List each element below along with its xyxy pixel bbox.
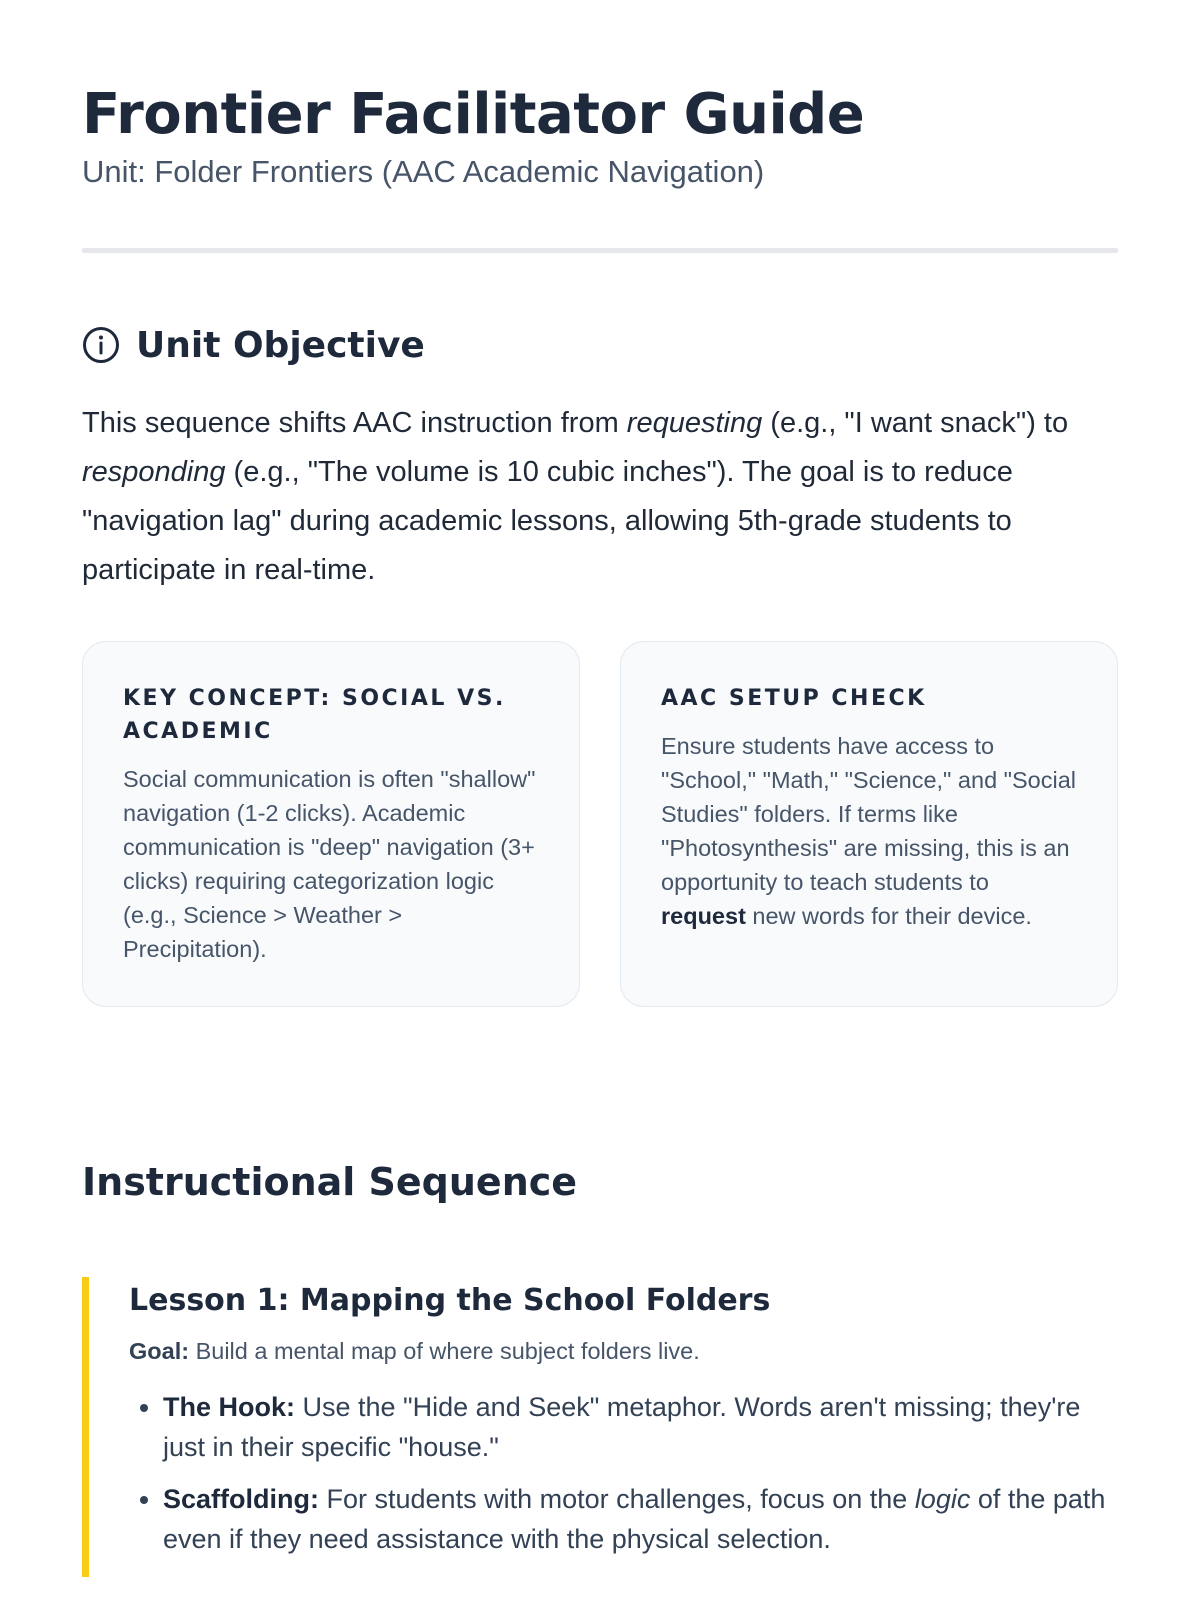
lesson-goal-label: Goal: [129,1338,190,1364]
objective-heading [82,321,1118,369]
objective-emphasis-requesting: requesting [626,407,763,439]
key-concept-card [82,641,580,1007]
objective-text-part: (e.g., "The volume is 10 cubic inches"). The goal is to reduce "navigation lag" during academic lessons, allowing 5th-grade students to participate in real-time. [82,456,1013,586]
aac-setup-text-part: new words for their device. [745,903,1032,929]
point-text: Use the "Hide and Seek" metaphor. Words aren't missing; they're just in their specific "house." [163,1392,1081,1462]
objective-emphasis-responding: responding [82,456,226,488]
aac-setup-text-part: Ensure students have access to "School," "Math," "Science," and "Social Studies" folders. If terms like "Photosynthesis" are missing, this is an opportunity to teach students to [661,733,1077,895]
lesson-title: Lesson 1: Mapping the School Folders [129,1283,771,1318]
info-icon [82,326,120,364]
key-concept-card-title: KEY CONCEPT: SOCIAL VS. ACADEMIC [123,686,506,744]
point-emphasis-logic: logic [914,1484,971,1514]
list-item [163,1387,1118,1467]
objective-paragraph [82,399,1118,595]
aac-setup-card-body [661,729,1077,933]
concept-cards [82,641,1118,1007]
aac-setup-card-title: AAC SETUP CHECK [661,686,927,711]
list-item [163,1479,1118,1559]
point-text: For students with motor challenges, focus on the [319,1484,915,1514]
objective-heading-label: Unit Objective [136,324,425,366]
point-label: The Hook: [163,1392,295,1422]
point-label: Scaffolding: [163,1484,319,1514]
objective-text-part: (e.g., "I want snack") to [762,407,1069,439]
header-divider [82,248,1118,253]
page-subtitle: Unit: Folder Frontiers (AAC Academic Navigation) [82,154,765,189]
lesson-goal-text: Build a mental map of where subject folders live. [189,1338,700,1364]
sequence-heading: Instructional Sequence [82,1160,578,1204]
objective-text-part: This sequence shifts AAC instruction from [82,407,627,439]
lesson-goal [129,1335,1118,1367]
key-concept-card-body: Social communication is often "shallow" navigation (1-2 clicks). Academic communication is "deep" navigation (3+ clicks) requiring categorization logic (e.g., Science > Weather > Precipitation). [123,766,536,962]
aac-setup-card [620,641,1118,1007]
lesson-points [129,1387,1118,1559]
aac-setup-emphasis-request: request [661,903,746,929]
page-title: Frontier Facilitator Guide [82,82,865,147]
lesson-1 [82,1277,1118,1577]
point-text: of the path even if they need assistance with the physical selection. [163,1484,1106,1554]
